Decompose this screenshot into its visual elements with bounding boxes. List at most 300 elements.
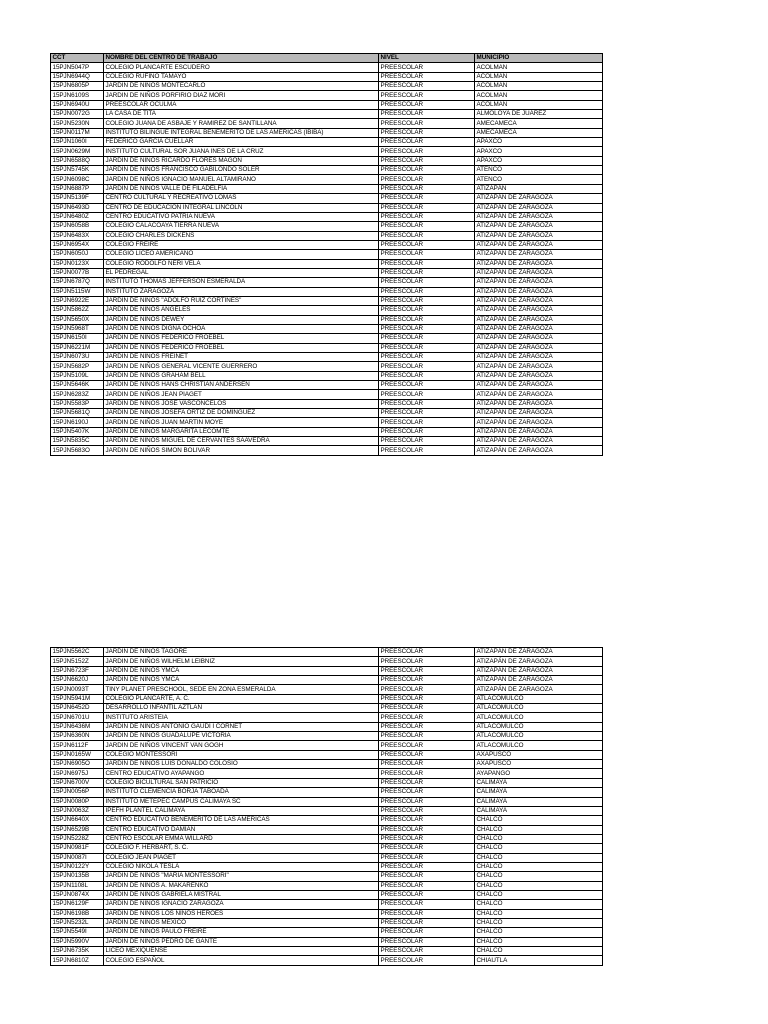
cell-municipio: ALMOLOYA DE JUÁREZ <box>475 110 603 119</box>
cell-nivel: PREESCOLAR <box>379 371 475 380</box>
cell-municipio: APAXCO <box>475 156 603 165</box>
cell-name: CENTRO CULTURAL Y RECREATIVO LOMAS <box>104 194 379 203</box>
cell-cct: 15PJN6436M <box>51 722 104 731</box>
cell-cct: 15PJN0874X <box>51 890 104 899</box>
cell-cct: 15PJN0063Z <box>51 806 104 815</box>
cell-municipio: CHALCO <box>475 816 603 825</box>
cell-name: JARDIN DE NIÑOS "MARIA MONTESSORI" <box>104 872 379 881</box>
table-row <box>51 100 603 109</box>
cell-name: JARDIN DE NIÑOS LUIS DONALDO COLOSIO <box>104 760 379 769</box>
cell-municipio: APAXCO <box>475 138 603 147</box>
cell-name: JARDIN DE NIÑOS VALLE DE FILADELFIA <box>104 184 379 193</box>
cell-name: JARDIN DE NIÑOS SIMON BOLIVAR <box>104 446 379 455</box>
cell-nivel: PREESCOLAR <box>379 296 475 305</box>
cell-municipio: ATIZAPÁN DE ZARAGOZA <box>475 657 603 666</box>
cell-municipio: CHALCO <box>475 834 603 843</box>
cell-cct: 15PJN6620J <box>51 676 104 685</box>
cell-cct: 15PJN6480Z <box>51 212 104 221</box>
cell-nivel: PREESCOLAR <box>379 853 475 862</box>
cell-name: JARDIN DE NIÑOS DIGNA OCHOA <box>104 324 379 333</box>
cell-name: FEDERICO GARCIA CUELLAR <box>104 138 379 147</box>
table-row <box>51 175 603 184</box>
cell-name: INSTITUTO ARISTEIA <box>104 713 379 722</box>
cell-cct: 15PJN6452D <box>51 704 104 713</box>
table-row <box>51 427 603 436</box>
cell-name: JARDIN DE NIÑOS IGNACIO MANUEL ALTAMIRANO <box>104 175 379 184</box>
table-row <box>51 437 603 446</box>
cell-name: INSTITUTO METEPEC CAMPUS CALIMAYA SC <box>104 797 379 806</box>
cell-nivel: PREESCOLAR <box>379 63 475 72</box>
cell-nivel: PREESCOLAR <box>379 676 475 685</box>
table-row <box>51 315 603 324</box>
cell-name: CENTRO ESCOLAR EMMA WILLARD <box>104 834 379 843</box>
cell-name: JARDIN DE NIÑOS YMCA <box>104 676 379 685</box>
cell-nivel: PREESCOLAR <box>379 306 475 315</box>
table-row <box>51 825 603 834</box>
table-row <box>51 872 603 881</box>
cell-nivel: PREESCOLAR <box>379 315 475 324</box>
table-row <box>51 797 603 806</box>
cell-cct: 15PJN5115W <box>51 287 104 296</box>
cell-cct: 15PJN5968T <box>51 324 104 333</box>
cell-nivel: PREESCOLAR <box>379 409 475 418</box>
table-row <box>51 446 603 455</box>
cell-cct: 15PJN6922E <box>51 296 104 305</box>
cell-municipio: ATIZAPÁN DE ZARAGOZA <box>475 222 603 231</box>
cell-name: JARDIN DE NIÑOS JOSEFA ORTIZ DE DOMINGUEZ <box>104 409 379 418</box>
cell-municipio: ATIZAPÁN <box>475 184 603 193</box>
cell-municipio: ATENCO <box>475 175 603 184</box>
cell-cct: 15PJN5650X <box>51 315 104 324</box>
cell-nivel: PREESCOLAR <box>379 648 475 657</box>
cell-cct: 15PJN5682P <box>51 362 104 371</box>
cell-nivel: PREESCOLAR <box>379 82 475 91</box>
cell-nivel: PREESCOLAR <box>379 446 475 455</box>
table-row <box>51 343 603 352</box>
cell-nivel: PREESCOLAR <box>379 816 475 825</box>
table-row <box>51 956 603 965</box>
cell-cct: 15PJN6723F <box>51 666 104 675</box>
table-row <box>51 928 603 937</box>
cell-name: CENTRO DE EDUCACION INTEGRAL LINCOLN <box>104 203 379 212</box>
schools-table <box>50 53 603 456</box>
cell-nivel: PREESCOLAR <box>379 722 475 731</box>
cell-municipio: ATLACOMULCO <box>475 713 603 722</box>
cell-name: JARDIN DE NIÑOS GUADALUPE VICTORIA <box>104 732 379 741</box>
cell-nivel: PREESCOLAR <box>379 760 475 769</box>
table-row <box>51 203 603 212</box>
cell-cct: 15PJN6887P <box>51 184 104 193</box>
cell-municipio: ATLACOMULCO <box>475 732 603 741</box>
cell-name: JARDIN DE NIÑOS WILHELM LEIBNIZ <box>104 657 379 666</box>
cell-name: JARDIN DE NIÑOS MONTECARLO <box>104 82 379 91</box>
cell-cct: 15PJN5047P <box>51 63 104 72</box>
cell-cct: 15PJN0056P <box>51 788 104 797</box>
cell-name: JARDIN DE NIÑOS PEDRO DE GANTE <box>104 937 379 946</box>
cell-municipio: ATIZAPÁN DE ZARAGOZA <box>475 437 603 446</box>
cell-nivel: PREESCOLAR <box>379 872 475 881</box>
cell-municipio: ATIZAPÁN DE ZARAGOZA <box>475 353 603 362</box>
cell-name: INSTITUTO BILINGUE INTEGRAL BENEMERITO DE LAS AMERICAS (IBIBA) <box>104 128 379 137</box>
table-row <box>51 666 603 675</box>
cell-cct: 15PJN6283Z <box>51 390 104 399</box>
cell-name: JARDIN DE NIÑOS GABRIELA MISTRAL <box>104 890 379 899</box>
cell-nivel: PREESCOLAR <box>379 909 475 918</box>
cell-municipio: ATLACOMULCO <box>475 741 603 750</box>
cell-name: CENTRO EDUCATIVO AYAPANGO <box>104 769 379 778</box>
cell-cct: 15PJN5681Q <box>51 409 104 418</box>
header-cct: CCT <box>51 54 104 63</box>
cell-municipio: ATIZAPÁN DE ZARAGOZA <box>475 343 603 352</box>
cell-municipio: ATIZAPÁN DE ZARAGOZA <box>475 399 603 408</box>
cell-name: JARDIN DE NIÑOS IGNACIO ZARAGOZA <box>104 900 379 909</box>
cell-name: JARDIN DE NIÑOS MARGARITA LECOMTE <box>104 427 379 436</box>
cell-cct: 15PJN6098C <box>51 175 104 184</box>
cell-municipio: ATIZAPÁN DE ZARAGOZA <box>475 446 603 455</box>
cell-cct: 15PJN6050J <box>51 250 104 259</box>
cell-nivel: PREESCOLAR <box>379 797 475 806</box>
cell-cct: 15PJN6588Q <box>51 156 104 165</box>
table-row <box>51 268 603 277</box>
cell-nivel: PREESCOLAR <box>379 324 475 333</box>
table-row <box>51 119 603 128</box>
cell-nivel: PREESCOLAR <box>379 750 475 759</box>
cell-name: CENTRO EDUCATIVO PATRIA NUEVA <box>104 212 379 221</box>
cell-municipio: ATIZAPÁN DE ZARAGOZA <box>475 381 603 390</box>
cell-nivel: PREESCOLAR <box>379 900 475 909</box>
table-row <box>51 63 603 72</box>
cell-municipio: ATLACOMULCO <box>475 704 603 713</box>
cell-nivel: PREESCOLAR <box>379 732 475 741</box>
cell-name: JARDIN DE NIÑOS "ADOLFO RUIZ CORTINES" <box>104 296 379 305</box>
table-row <box>51 231 603 240</box>
table-row <box>51 306 603 315</box>
cell-nivel: PREESCOLAR <box>379 231 475 240</box>
cell-nivel: PREESCOLAR <box>379 222 475 231</box>
cell-municipio: CALIMAYA <box>475 806 603 815</box>
table-row <box>51 399 603 408</box>
cell-name: JARDIN DE NIÑOS FREINET <box>104 353 379 362</box>
cell-municipio: CHALCO <box>475 844 603 853</box>
table-row <box>51 259 603 268</box>
cell-municipio: ATIZAPÁN DE ZARAGOZA <box>475 250 603 259</box>
cell-municipio: ATIZAPÁN DE ZARAGOZA <box>475 666 603 675</box>
cell-cct: 15PJN5941M <box>51 694 104 703</box>
table-row <box>51 900 603 909</box>
cell-nivel: PREESCOLAR <box>379 427 475 436</box>
cell-nivel: PREESCOLAR <box>379 713 475 722</box>
cell-name: JARDIN DE NIÑOS JEAN PIAGET <box>104 390 379 399</box>
table-row <box>51 324 603 333</box>
table-row <box>51 287 603 296</box>
cell-nivel: PREESCOLAR <box>379 72 475 81</box>
header-municipio: MUNICIPIO <box>475 54 603 63</box>
cell-cct: 15PJN0123X <box>51 259 104 268</box>
cell-nivel: PREESCOLAR <box>379 918 475 927</box>
table-row <box>51 194 603 203</box>
cell-cct: 15PJN5549I <box>51 928 104 937</box>
cell-municipio: CHALCO <box>475 881 603 890</box>
cell-nivel: PREESCOLAR <box>379 166 475 175</box>
cell-name: JARDIN DE NIÑOS DEWEY <box>104 315 379 324</box>
cell-nivel: PREESCOLAR <box>379 259 475 268</box>
cell-cct: 15PJN0093T <box>51 685 104 694</box>
cell-cct: 15PJN6529B <box>51 825 104 834</box>
cell-cct: 15PJN5745K <box>51 166 104 175</box>
table-row <box>51 918 603 927</box>
cell-cct: 15PJN5990V <box>51 937 104 946</box>
cell-nivel: PREESCOLAR <box>379 769 475 778</box>
cell-nivel: PREESCOLAR <box>379 212 475 221</box>
cell-name: JARDIN DE NIÑOS ANTONIO GAUDI I CORNET <box>104 722 379 731</box>
cell-nivel: PREESCOLAR <box>379 334 475 343</box>
cell-name: JARDIN DE NIÑOS LOS NIÑOS HEROES <box>104 909 379 918</box>
cell-municipio: CALIMAYA <box>475 788 603 797</box>
table-row <box>51 657 603 666</box>
cell-municipio: ATIZAPÁN DE ZARAGOZA <box>475 371 603 380</box>
cell-nivel: PREESCOLAR <box>379 825 475 834</box>
cell-name: EL PEDREGAL <box>104 268 379 277</box>
table-row <box>51 82 603 91</box>
cell-municipio: AMECAMECA <box>475 128 603 137</box>
cell-municipio: APAXCO <box>475 147 603 156</box>
cell-cct: 15PJN0165W <box>51 750 104 759</box>
cell-municipio: CHALCO <box>475 900 603 909</box>
cell-municipio: ATIZAPÁN DE ZARAGOZA <box>475 278 603 287</box>
cell-cct: 15PJN6221M <box>51 343 104 352</box>
cell-name: JARDIN DE NIÑOS PAULO FREIRE <box>104 928 379 937</box>
table-row <box>51 91 603 100</box>
cell-municipio: CALIMAYA <box>475 797 603 806</box>
cell-name: LA CASA DE TITA <box>104 110 379 119</box>
cell-cct: 15PJN6058B <box>51 222 104 231</box>
cell-cct: 15PJN5228Z <box>51 834 104 843</box>
cell-cct: 15PJN6954X <box>51 240 104 249</box>
cell-municipio: CHALCO <box>475 918 603 927</box>
cell-name: JARDIN DE NIÑOS FEDERICO FROEBEL <box>104 343 379 352</box>
table-page-2 <box>50 647 603 966</box>
cell-cct: 15PJN6483X <box>51 231 104 240</box>
cell-nivel: PREESCOLAR <box>379 362 475 371</box>
cell-name: JARDIN DE NIÑOS YMCA <box>104 666 379 675</box>
table-row <box>51 769 603 778</box>
cell-nivel: PREESCOLAR <box>379 250 475 259</box>
cell-nivel: PREESCOLAR <box>379 138 475 147</box>
cell-nivel: PREESCOLAR <box>379 91 475 100</box>
cell-nivel: PREESCOLAR <box>379 203 475 212</box>
cell-name: DESARROLLO INFANTIL AZTLAN <box>104 704 379 713</box>
cell-cct: 15PJN6190J <box>51 418 104 427</box>
cell-name: CENTRO EDUCATIVO DAMIAN <box>104 825 379 834</box>
cell-name: JARDIN DE NIÑOS HANS CHRISTIAN ANDERSEN <box>104 381 379 390</box>
cell-municipio: ATLACOMULCO <box>475 722 603 731</box>
table-row <box>51 184 603 193</box>
cell-nivel: PREESCOLAR <box>379 666 475 675</box>
cell-cct: 15PJN6735K <box>51 947 104 956</box>
cell-cct: 15PJN6493D <box>51 203 104 212</box>
cell-name: JARDIN DE NIÑOS MEXICO <box>104 918 379 927</box>
table-row <box>51 334 603 343</box>
cell-name: IPEFH PLANTEL CALIMAYA <box>104 806 379 815</box>
table-row <box>51 409 603 418</box>
cell-name: COLEGIO JUANA DE ASBAJE Y RAMIREZ DE SANTILLANA <box>104 119 379 128</box>
cell-name: COLEGIO BICULTURAL SAN PATRICIO <box>104 778 379 787</box>
cell-cct: 15PJN6640X <box>51 816 104 825</box>
cell-name: COLEGIO F. HERBART, S. C. <box>104 844 379 853</box>
cell-municipio: ATIZAPÁN DE ZARAGOZA <box>475 240 603 249</box>
cell-nivel: PREESCOLAR <box>379 184 475 193</box>
cell-nivel: PREESCOLAR <box>379 657 475 666</box>
cell-cct: 15PJN6701U <box>51 713 104 722</box>
cell-municipio: ATIZAPÁN DE ZARAGOZA <box>475 315 603 324</box>
cell-name: JARDIN DE NIÑOS JUAN MARTIN MOYE <box>104 418 379 427</box>
cell-municipio: ACOLMAN <box>475 63 603 72</box>
table-row <box>51 278 603 287</box>
table-body <box>51 63 603 455</box>
cell-cct: 15PJN5407K <box>51 427 104 436</box>
cell-nivel: PREESCOLAR <box>379 194 475 203</box>
cell-name: COLEGIO CHARLES DICKENS <box>104 231 379 240</box>
table-row <box>51 353 603 362</box>
cell-name: INSTITUTO CLEMENCIA BORJA TABOADA <box>104 788 379 797</box>
cell-name: COLEGIO RODOLFO NERI VELA <box>104 259 379 268</box>
table-row <box>51 694 603 703</box>
cell-nivel: PREESCOLAR <box>379 890 475 899</box>
cell-nivel: PREESCOLAR <box>379 704 475 713</box>
header-row <box>51 54 603 63</box>
cell-name: JARDIN DE NIÑOS JOSE VASCONCELOS <box>104 399 379 408</box>
table-row <box>51 250 603 259</box>
cell-municipio: CHALCO <box>475 872 603 881</box>
cell-cct: 15PJN6198B <box>51 909 104 918</box>
cell-municipio: AXAPUSCO <box>475 760 603 769</box>
cell-nivel: PREESCOLAR <box>379 928 475 937</box>
table-row <box>51 937 603 946</box>
cell-municipio: ATIZAPÁN DE ZARAGOZA <box>475 324 603 333</box>
table-row <box>51 222 603 231</box>
table-row <box>51 390 603 399</box>
cell-municipio: ATIZAPÁN DE ZARAGOZA <box>475 268 603 277</box>
table-row <box>51 685 603 694</box>
cell-nivel: PREESCOLAR <box>379 862 475 871</box>
cell-municipio: CHALCO <box>475 890 603 899</box>
cell-cct: 15PJN5109L <box>51 371 104 380</box>
cell-municipio: ATIZAPÁN DE ZARAGOZA <box>475 685 603 694</box>
cell-municipio: CHIAUTLA <box>475 956 603 965</box>
table-row <box>51 212 603 221</box>
cell-municipio: CHALCO <box>475 825 603 834</box>
cell-nivel: PREESCOLAR <box>379 110 475 119</box>
table-row <box>51 909 603 918</box>
table-row <box>51 296 603 305</box>
cell-cct: 15PJN6810Z <box>51 956 104 965</box>
table-row <box>51 362 603 371</box>
cell-municipio: ATIZAPÁN DE ZARAGOZA <box>475 231 603 240</box>
table-row <box>51 156 603 165</box>
cell-cct: 15PJN0629M <box>51 147 104 156</box>
table-row <box>51 741 603 750</box>
cell-cct: 15PJN5152Z <box>51 657 104 666</box>
cell-municipio: ATIZAPÁN DE ZARAGOZA <box>475 390 603 399</box>
cell-municipio: ATENCO <box>475 166 603 175</box>
cell-name: COLEGIO JEAN PIAGET <box>104 853 379 862</box>
cell-municipio: CALIMAYA <box>475 778 603 787</box>
header-nivel: NIVEL <box>379 54 475 63</box>
cell-name: JARDIN DE NIÑOS FEDERICO FROEBEL <box>104 334 379 343</box>
cell-name: COLEGIO RUFINO TAMAYO <box>104 72 379 81</box>
cell-cct: 15PJN6073U <box>51 353 104 362</box>
cell-name: TINY PLANET PRESCHOOL, SEDE EN ZONA ESMERALDA <box>104 685 379 694</box>
cell-nivel: PREESCOLAR <box>379 694 475 703</box>
table-row <box>51 816 603 825</box>
cell-municipio: CHALCO <box>475 909 603 918</box>
cell-cct: 15PJN6700V <box>51 778 104 787</box>
cell-name: JARDIN DE NIÑOS PORFIRIO DIAZ MORI <box>104 91 379 100</box>
cell-municipio: ACOLMAN <box>475 72 603 81</box>
cell-cct: 15PJN0117M <box>51 128 104 137</box>
cell-municipio: CHALCO <box>475 937 603 946</box>
table-row <box>51 676 603 685</box>
cell-cct: 15PJN6150I <box>51 334 104 343</box>
table-row <box>51 240 603 249</box>
cell-municipio: CHALCO <box>475 947 603 956</box>
cell-nivel: PREESCOLAR <box>379 937 475 946</box>
cell-name: JARDIN DE NIÑOS RICARDO FLORES MAGON <box>104 156 379 165</box>
cell-municipio: ATIZAPÁN DE ZARAGOZA <box>475 287 603 296</box>
cell-cct: 15PJN0122Y <box>51 862 104 871</box>
cell-cct: 15PJN0981F <box>51 844 104 853</box>
cell-name: COLEGIO ESPAÑOL <box>104 956 379 965</box>
cell-cct: 15PJN5835C <box>51 437 104 446</box>
cell-municipio: ATIZAPÁN DE ZARAGOZA <box>475 296 603 305</box>
cell-nivel: PREESCOLAR <box>379 100 475 109</box>
cell-cct: 15PJN5583P <box>51 399 104 408</box>
table-row <box>51 166 603 175</box>
cell-municipio: ATIZAPÁN DE ZARAGOZA <box>475 427 603 436</box>
cell-name: COLEGIO CALACOAYA TIERRA NUEVA <box>104 222 379 231</box>
cell-municipio: CHALCO <box>475 928 603 937</box>
cell-nivel: PREESCOLAR <box>379 390 475 399</box>
cell-municipio: ATIZAPÁN DE ZARAGOZA <box>475 194 603 203</box>
cell-municipio: ATIZAPÁN DE ZARAGOZA <box>475 676 603 685</box>
cell-name: COLEGIO FREIRE <box>104 240 379 249</box>
cell-cct: 15PJN6975J <box>51 769 104 778</box>
table-row <box>51 722 603 731</box>
table-row <box>51 371 603 380</box>
cell-municipio: CHALCO <box>475 862 603 871</box>
cell-nivel: PREESCOLAR <box>379 128 475 137</box>
cell-name: INSTITUTO THOMAS JEFFERSON ESMERALDA <box>104 278 379 287</box>
schools-table-continued <box>50 647 603 966</box>
cell-name: JARDIN DE NIÑOS GENERAL VICENTE GUERRERO <box>104 362 379 371</box>
cell-nivel: PREESCOLAR <box>379 381 475 390</box>
header-name: NOMBRE DEL CENTRO DE TRABAJO <box>104 54 379 63</box>
cell-nivel: PREESCOLAR <box>379 119 475 128</box>
cell-municipio: ATIZAPÁN DE ZARAGOZA <box>475 212 603 221</box>
cell-cct: 15PJN5232L <box>51 918 104 927</box>
table-row <box>51 648 603 657</box>
cell-cct: 15PJN6940U <box>51 100 104 109</box>
cell-name: COLEGIO NIKOLA TESLA <box>104 862 379 871</box>
cell-municipio: CHALCO <box>475 853 603 862</box>
cell-name: JARDIN DE NIÑOS MIGUEL DE CERVANTES SAAVEDRA <box>104 437 379 446</box>
cell-cct: 15PJN5683O <box>51 446 104 455</box>
table-row <box>51 418 603 427</box>
cell-municipio: AMECAMECA <box>475 119 603 128</box>
cell-cct: 15PJN5646K <box>51 381 104 390</box>
cell-municipio: ACOLMAN <box>475 82 603 91</box>
cell-name: COLEGIO PLANCARTE ESCUDERO <box>104 63 379 72</box>
